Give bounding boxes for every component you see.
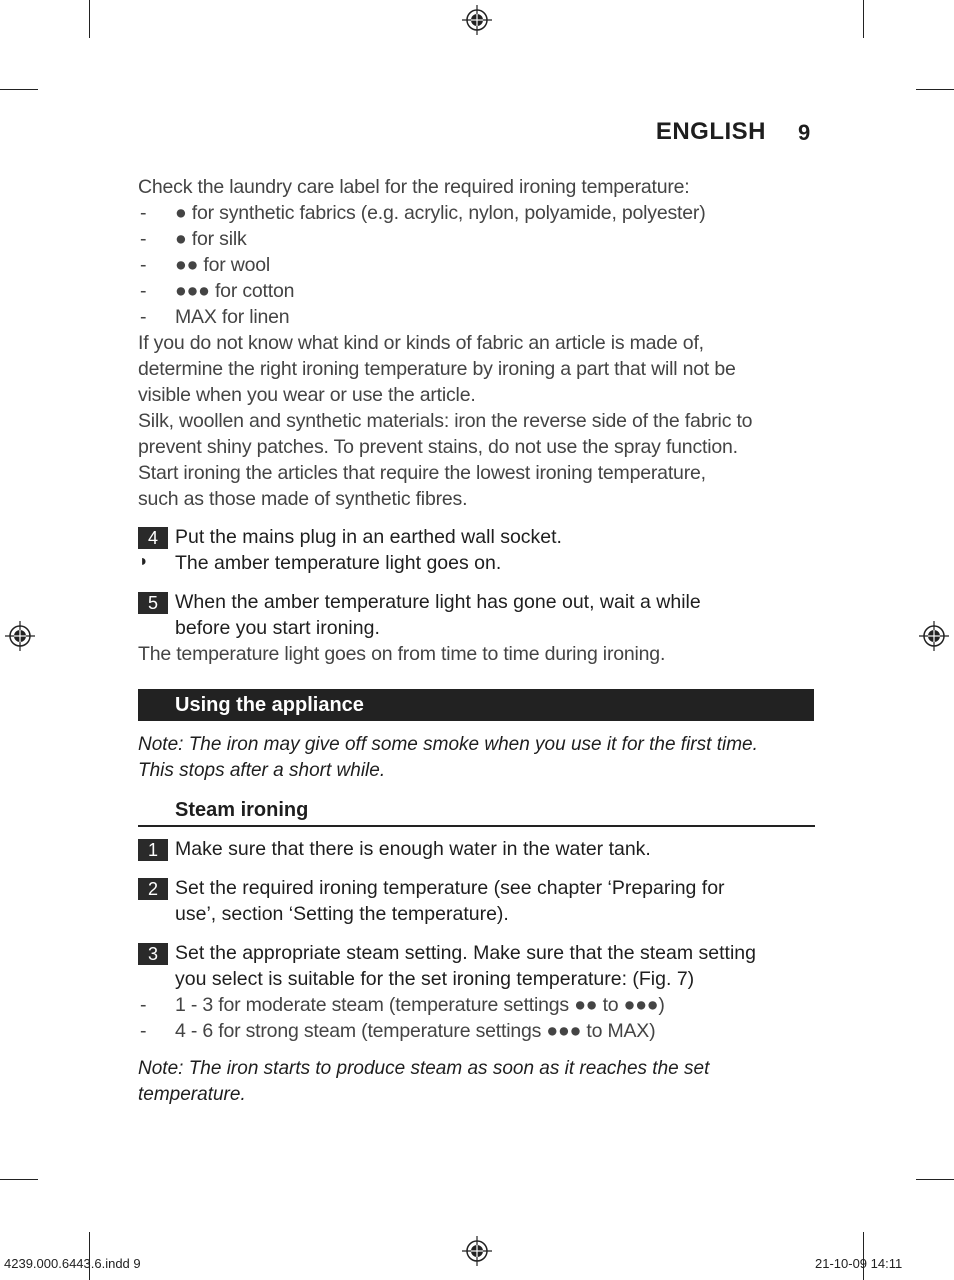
step-number: 1 xyxy=(138,839,168,861)
crop-mark xyxy=(863,0,864,38)
page-number: 9 xyxy=(798,120,811,145)
note-line: Note: The iron starts to produce steam as soon as it reaches the set xyxy=(138,1058,710,1079)
step-text: Set the required ironing temperature (see chapter ‘Preparing for xyxy=(175,877,725,899)
divider xyxy=(138,825,815,827)
note-line: temperature. xyxy=(138,1084,246,1105)
step-result: The amber temperature light goes on. xyxy=(175,552,502,574)
page-language-header: ENGLISH xyxy=(655,118,766,145)
step-text: Set the appropriate steam setting. Make sure that the steam setting xyxy=(175,942,756,964)
step-text: before you start ironing. xyxy=(175,617,380,639)
crop-mark xyxy=(916,1179,954,1180)
result-arrow-icon: ◗ xyxy=(139,553,149,570)
note-line: Note: The iron may give off some smoke when you use it for the first time. xyxy=(138,734,758,755)
registration-mark-icon xyxy=(919,621,949,651)
registration-mark-icon xyxy=(462,1236,492,1266)
footer-date: 21-10-09 14:11 xyxy=(815,1256,903,1271)
paragraph-line: determine the right ironing temperature by ironing a part that will not be xyxy=(138,358,736,380)
step-number: 5 xyxy=(138,592,168,614)
paragraph-line: prevent shiny patches. To prevent stains, do not use the spray function. xyxy=(138,436,738,458)
intro-lead: Check the laundry care label for the required ironing temperature: xyxy=(138,176,690,198)
paragraph-line: Start ironing the articles that require the lowest ironing temperature, xyxy=(138,462,706,484)
paragraph-line: If you do not know what kind or kinds of fabric an article is made of, xyxy=(138,332,704,354)
step-text: Put the mains plug in an earthed wall socket. xyxy=(175,526,562,548)
crop-mark xyxy=(89,0,90,38)
paragraph-line: such as those made of synthetic fibres. xyxy=(138,488,468,510)
crop-mark xyxy=(916,89,954,90)
subheading: Steam ironing xyxy=(175,799,309,821)
paragraph-line: Silk, woollen and synthetic materials: iron the reverse side of the fabric to xyxy=(138,410,753,432)
step-text: Make sure that there is enough water in the water tank. xyxy=(175,838,651,860)
paragraph-line: The temperature light goes on from time to time during ironing. xyxy=(138,643,666,665)
crop-mark xyxy=(0,89,38,90)
step-text: you select is suitable for the set ironing temperature: (Fig. 7) xyxy=(175,968,695,990)
step-number: 3 xyxy=(138,943,168,965)
footer-file-info: 4239.000.6443.6.indd 9 xyxy=(4,1256,141,1271)
step-number: 4 xyxy=(138,527,168,549)
step-number: 2 xyxy=(138,878,168,900)
paragraph-line: visible when you wear or use the article. xyxy=(138,384,476,406)
note-line: This stops after a short while. xyxy=(138,760,386,781)
registration-mark-icon xyxy=(462,5,492,35)
crop-mark xyxy=(0,1179,38,1180)
step-text: use’, section ‘Setting the temperature). xyxy=(175,903,509,925)
registration-mark-icon xyxy=(5,621,35,651)
step-text: When the amber temperature light has gone out, wait a while xyxy=(175,591,701,613)
section-heading: Using the appliance xyxy=(138,689,814,721)
